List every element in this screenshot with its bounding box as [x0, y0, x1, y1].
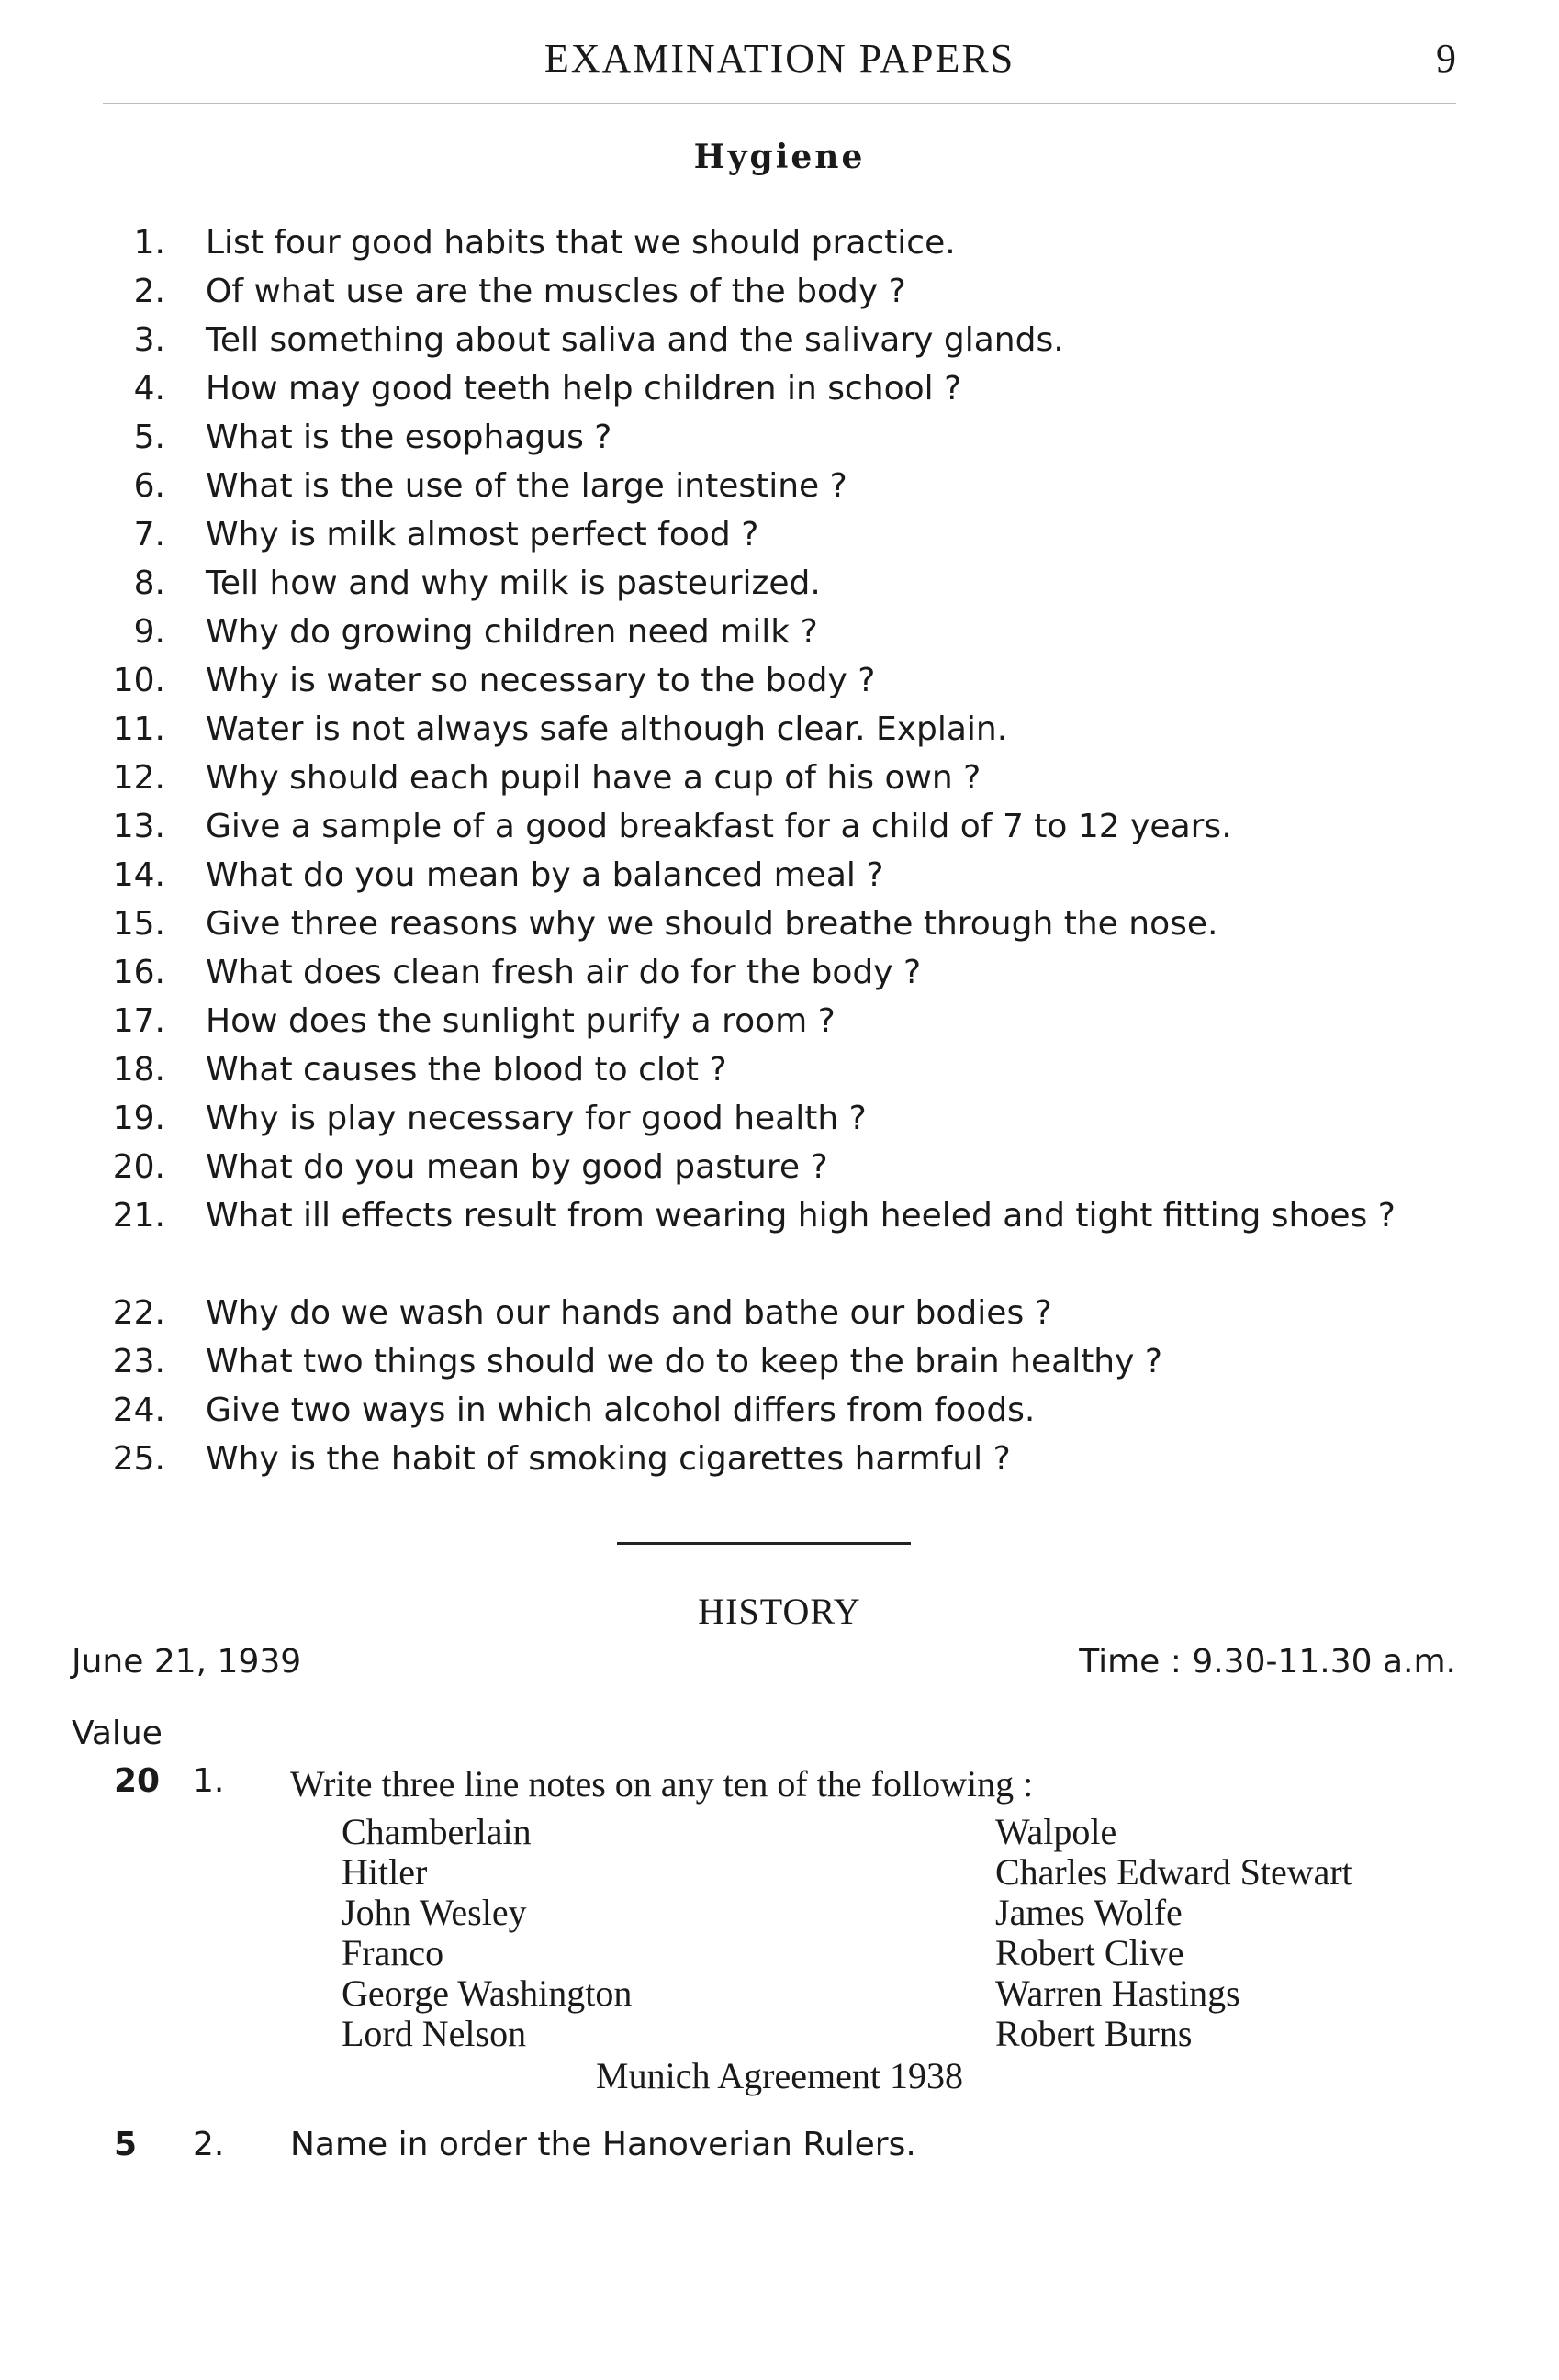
hygiene-question	[0, 1143, 1559, 1191]
question-number: 23.	[112, 1343, 165, 1380]
question-number: 6.	[133, 467, 165, 505]
hygiene-question	[0, 1386, 1559, 1435]
question-number: 7.	[133, 516, 165, 553]
hygiene-question	[0, 608, 1559, 656]
question-number: 2.	[193, 2126, 225, 2163]
name-item: Walpole	[995, 1811, 1117, 1852]
question-number: 16.	[112, 954, 165, 991]
name-item: James Wolfe	[995, 1892, 1183, 1933]
section-title-hygiene: Hygiene	[693, 138, 866, 176]
question-text: What is the esophagus ?	[206, 419, 612, 456]
question-text: Tell something about saliva and the salivary glands.	[206, 321, 1064, 359]
hygiene-question	[0, 462, 1559, 510]
question-text: Why is play necessary for good health ?	[206, 1100, 867, 1137]
question-number: 1.	[193, 1762, 225, 1800]
hygiene-question	[0, 1435, 1559, 1483]
question-value: 20	[114, 1762, 161, 1800]
name-item: Robert Clive	[995, 1932, 1184, 1973]
question-number: 2.	[133, 273, 165, 310]
question-number: 10.	[112, 662, 165, 699]
question-text: How does the sunlight purify a room ?	[206, 1002, 836, 1040]
name-item: Charles Edward Stewart	[995, 1851, 1352, 1893]
question-number: 21.	[112, 1197, 165, 1235]
question-text: What two things should we do to keep the brain healthy ?	[206, 1343, 1162, 1380]
hygiene-question	[0, 1191, 1559, 1289]
hygiene-question	[0, 1337, 1559, 1386]
hygiene-question	[0, 754, 1559, 802]
question-text: What does clean fresh air do for the body ?	[206, 954, 922, 991]
question-number: 19.	[112, 1100, 165, 1137]
exam-time: Time : 9.30-11.30 a.m.	[1079, 1643, 1456, 1681]
question-number: 3.	[133, 321, 165, 359]
hygiene-question	[0, 1289, 1559, 1337]
names-centered-item: Munich Agreement 1938	[596, 2055, 963, 2096]
hygiene-question	[0, 1094, 1559, 1143]
hygiene-question	[0, 997, 1559, 1045]
running-title: EXAMINATION PAPERS	[544, 36, 1015, 81]
question-text: Why do growing children need milk ?	[206, 613, 818, 651]
hygiene-question	[0, 656, 1559, 705]
question-text: Give two ways in which alcohol differs from foods.	[206, 1391, 1036, 1429]
question-text: Why do we wash our hands and bathe our bodies ?	[206, 1294, 1052, 1332]
hygiene-question	[0, 705, 1559, 754]
question-number: 24.	[112, 1391, 165, 1429]
question-number: 15.	[112, 905, 165, 943]
question-text: What ill effects result from wearing high heeled and tight fitting shoes ?	[206, 1197, 1396, 1235]
hygiene-question	[0, 948, 1559, 997]
hygiene-question	[0, 218, 1559, 267]
question-number: 9.	[133, 613, 165, 651]
question-number: 22.	[112, 1294, 165, 1332]
question-text: Why is water so necessary to the body ?	[206, 662, 876, 699]
exam-date: June 21, 1939	[72, 1643, 302, 1681]
question-text: Give three reasons why we should breathe through the nose.	[206, 905, 1218, 943]
question-text: What causes the blood to clot ?	[206, 1051, 727, 1089]
hygiene-question	[0, 559, 1559, 608]
name-item: Hitler	[342, 1851, 428, 1893]
question-number: 18.	[112, 1051, 165, 1089]
name-item: Chamberlain	[342, 1811, 532, 1852]
question-text: Why should each pupil have a cup of his own ?	[206, 759, 981, 797]
hygiene-question	[0, 1045, 1559, 1094]
question-number: 13.	[112, 808, 165, 845]
name-item: George Washington	[342, 1972, 633, 2014]
hygiene-question	[0, 267, 1559, 316]
hygiene-question	[0, 510, 1559, 559]
question-number: 8.	[133, 564, 165, 602]
question-number: 4.	[133, 370, 165, 408]
question-text: Write three line notes on any ten of the following :	[290, 1763, 1034, 1805]
name-item: Robert Burns	[995, 2013, 1193, 2054]
page-number: 9	[1436, 36, 1456, 81]
question-text: Why is milk almost perfect food ?	[206, 516, 759, 553]
question-text: Of what use are the muscles of the body ?	[206, 273, 906, 310]
name-item: Warren Hastings	[995, 1972, 1240, 2014]
question-text: Tell how and why milk is pasteurized.	[206, 564, 821, 602]
name-item: John Wesley	[342, 1892, 527, 1933]
section-divider	[617, 1542, 911, 1545]
value-column-heading: Value	[72, 1715, 163, 1752]
section-title-history: HISTORY	[698, 1591, 861, 1632]
question-number: 17.	[112, 1002, 165, 1040]
question-text: What do you mean by good pasture ?	[206, 1148, 828, 1186]
hygiene-question	[0, 899, 1559, 948]
name-item: Franco	[342, 1932, 444, 1973]
question-number: 25.	[112, 1440, 165, 1478]
question-number: 1.	[133, 224, 165, 262]
question-text: Water is not always safe although clear. Explain.	[206, 710, 1008, 748]
question-text: What do you mean by a balanced meal ?	[206, 856, 884, 894]
question-text: Why is the habit of smoking cigarettes harmful ?	[206, 1440, 1011, 1478]
question-value: 5	[114, 2126, 138, 2163]
question-text: What is the use of the large intestine ?	[206, 467, 847, 505]
question-number: 11.	[112, 710, 165, 748]
page-header	[0, 28, 1559, 83]
question-number: 5.	[133, 419, 165, 456]
hygiene-question	[0, 316, 1559, 364]
question-number: 14.	[112, 856, 165, 894]
hygiene-question	[0, 364, 1559, 413]
question-text: Give a sample of a good breakfast for a child of 7 to 12 years.	[206, 808, 1232, 845]
question-number: 20.	[112, 1148, 165, 1186]
question-number: 12.	[112, 759, 165, 797]
header-rule	[103, 103, 1456, 104]
name-item: Lord Nelson	[342, 2013, 527, 2054]
hygiene-question	[0, 851, 1559, 899]
question-text: Name in order the Hanoverian Rulers.	[290, 2126, 916, 2163]
question-text: How may good teeth help children in school ?	[206, 370, 962, 408]
hygiene-question	[0, 802, 1559, 851]
question-text: List four good habits that we should practice.	[206, 224, 956, 262]
hygiene-question-list	[0, 218, 1559, 1483]
hygiene-question	[0, 413, 1559, 462]
names-right-column	[995, 1812, 1352, 2054]
names-left-column	[342, 1812, 632, 2054]
